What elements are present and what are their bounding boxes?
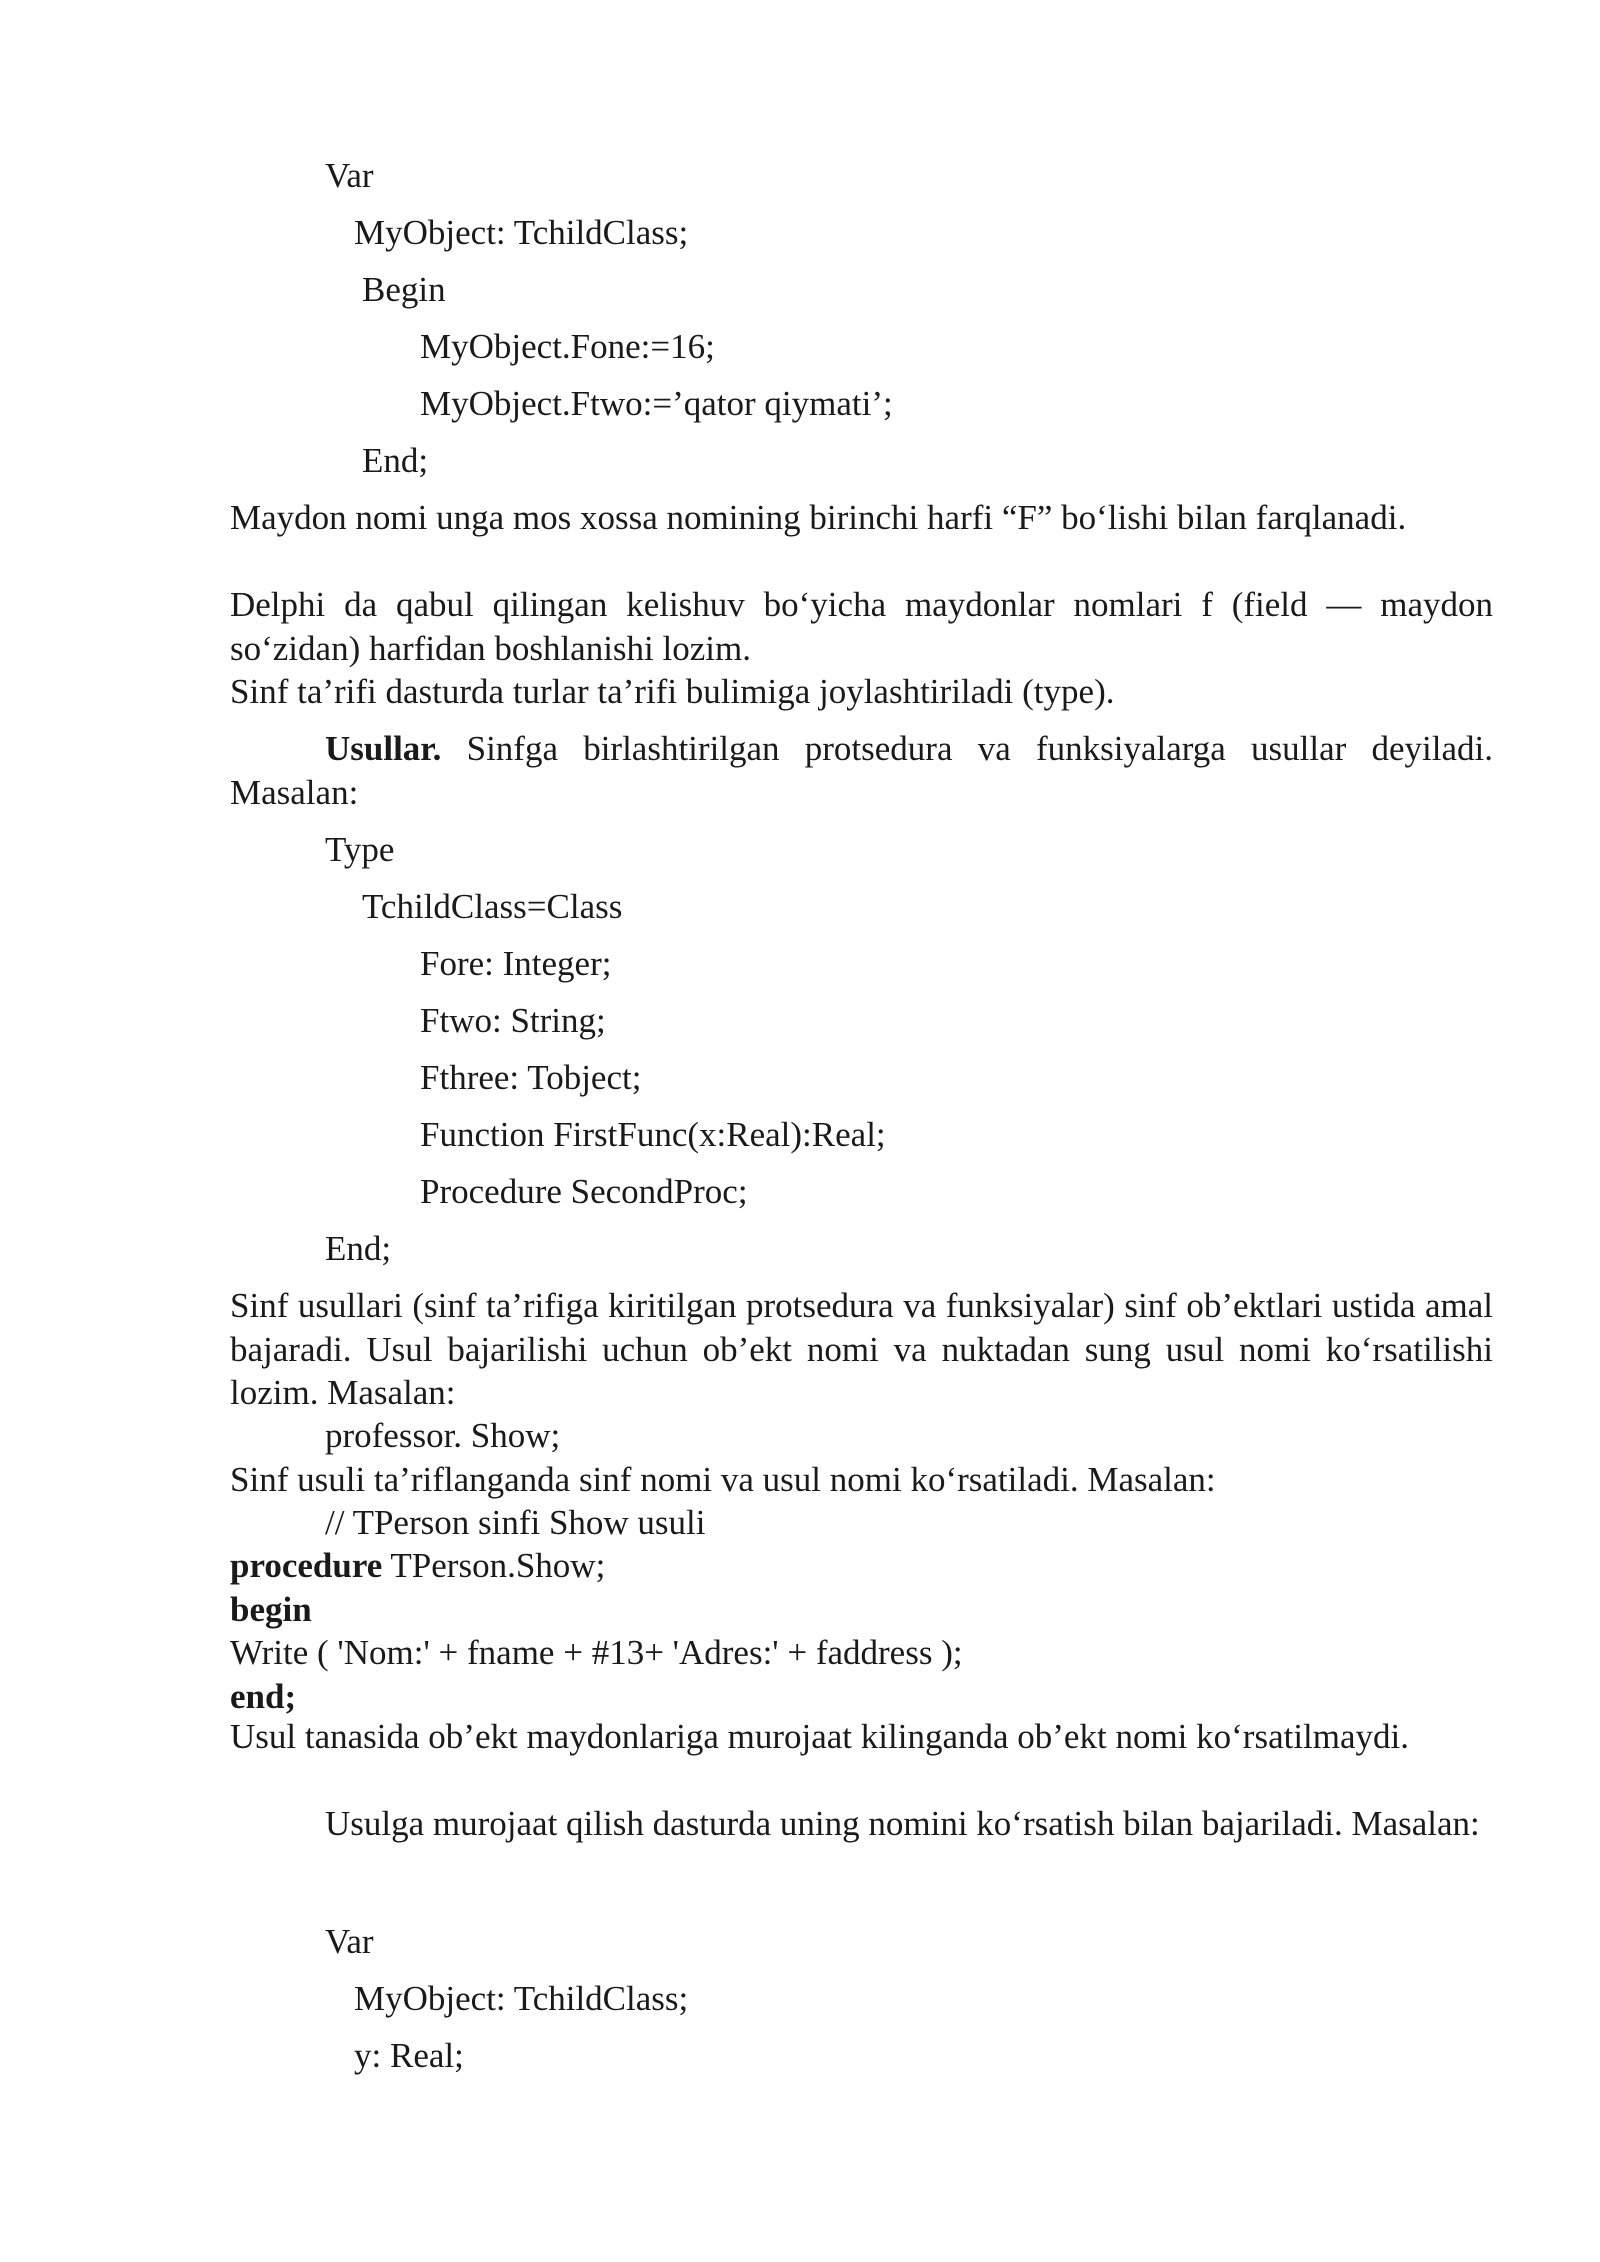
procedure-keyword: procedure <box>230 1546 383 1585</box>
code-end-keyword: End; <box>362 441 429 480</box>
paragraph-methods-act: Sinf usullari (sinf ta’rifiga kiritilgan protsedura va funksiyalar) sinf ob’ektlari ustida amal bajaradi. Usul bajarilishi uchun ob’ekt nomi va nuktadan sung usul nomi ko‘rsatilishi lozim. Masalan: <box>230 1286 1493 1412</box>
code-end-keyword: End; <box>325 1229 392 1268</box>
code-declaration: MyObject: TchildClass; <box>354 213 689 252</box>
paragraph-field-name: Maydon nomi unga mos xossa nomining birinchi harfi “F” bo‘lishi bilan farqlanadi. <box>230 498 1407 537</box>
code-class-declaration: TchildClass=Class <box>362 887 623 926</box>
code-statement: MyObject.Fone:=16; <box>420 327 715 366</box>
methods-text: Sinfga birlashtirilgan protsedura va funksiyalarga usullar deyiladi. Masalan: <box>230 729 1493 812</box>
code-begin-keyword: begin <box>230 1590 312 1629</box>
code-comment: // TPerson sinfi Show usuli <box>325 1503 706 1542</box>
code-write-statement: Write ( 'Nom:' + fname + #13+ 'Adres:' + faddress ); <box>230 1633 963 1672</box>
code-begin-keyword: Begin <box>362 270 446 309</box>
code-procedure-line <box>230 1548 605 1583</box>
paragraph-methods <box>230 727 1493 814</box>
code-declaration: MyObject: TchildClass; <box>354 1979 689 2018</box>
code-var-keyword: Var <box>325 1922 374 1961</box>
paragraph-call: Usulga murojaat qilish dasturda uning nomini ko‘rsatish bilan bajariladi. Masalan: <box>325 1804 1480 1843</box>
code-show-call: professor. Show; <box>325 1416 561 1455</box>
procedure-name: TPerson.Show; <box>382 1546 606 1585</box>
code-field: Fthree: Tobject; <box>420 1058 642 1097</box>
code-field: Fore: Integer; <box>420 944 612 983</box>
code-end-keyword: end; <box>230 1677 297 1716</box>
code-function: Function FirstFunc(x:Real):Real; <box>420 1115 886 1154</box>
code-var-keyword: Var <box>325 156 374 195</box>
paragraph-convention: Delphi da qabul qilingan kelishuv bo‘yicha maydonlar nomlari f (field — maydon so‘zidan) harfidan boshlanishi lozim. <box>230 585 1493 668</box>
code-field: Ftwo: String; <box>420 1001 606 1040</box>
paragraph-body: Usul tanasida ob’ekt maydonlariga murojaat kilinganda ob’ekt nomi ko‘rsatilmaydi. <box>230 1717 1410 1756</box>
paragraph-type-section: Sinf ta’rifi dasturda turlar ta’rifi bulimiga joylashtiriladi (type). <box>230 672 1115 711</box>
methods-heading: Usullar. <box>325 729 442 768</box>
paragraph-method-def: Sinf usuli ta’riflanganda sinf nomi va usul nomi ko‘rsatiladi. Masalan: <box>230 1460 1216 1499</box>
code-declaration: y: Real; <box>354 2036 464 2075</box>
code-statement: MyObject.Ftwo:=’qator qiymati’; <box>420 384 893 423</box>
code-type-keyword: Type <box>325 830 395 869</box>
code-procedure: Procedure SecondProc; <box>420 1172 748 1211</box>
